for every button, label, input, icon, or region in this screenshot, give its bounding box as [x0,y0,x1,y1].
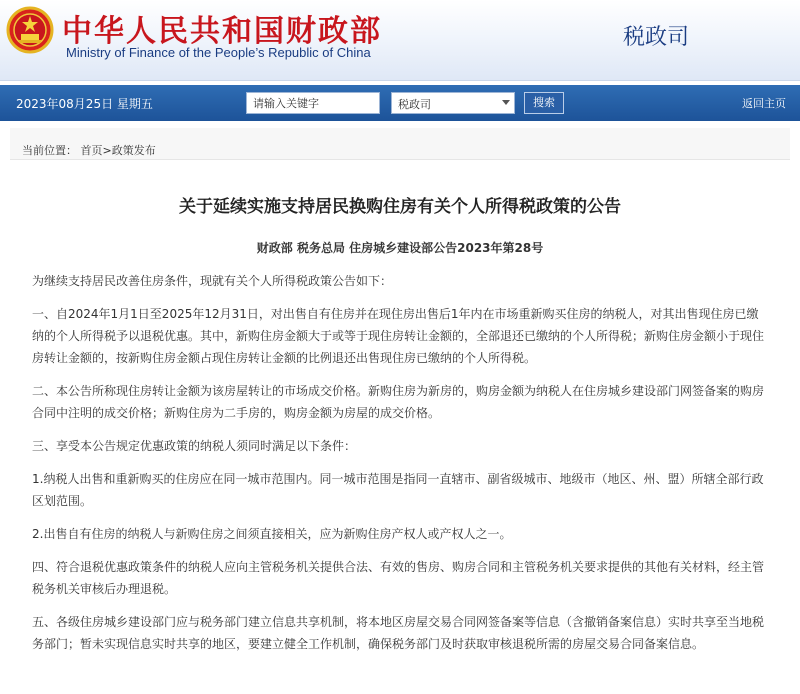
paragraph: 三、享受本公告规定优惠政策的纳税人须同时满足以下条件： [32,439,357,453]
department-name: 税政司 [623,25,690,50]
date-label: 2023年08月25日 星期五 [16,97,153,111]
paragraph: 2.出售自有住房的纳税人与新购住房之间须直接相关，应为新购住房产权人或产权人之一。 [32,527,512,541]
paragraph: 为继续支持居民改善住房条件，现就有关个人所得税政策公告如下： [32,274,393,288]
paragraph: 1.纳税人出售和重新购买的住房应在同一城市范围内。同一城市范围是指同一直辖市、副省级城市、地级市（地区、州、盟）所辖全部行政区划范围。 [32,472,764,508]
home-link[interactable]: 返回主页 [742,97,786,110]
breadcrumb[interactable]: 当前位置： 首页>政策发布 [10,128,790,160]
page-title: 关于延续实施支持居民换购住房有关个人所得税政策的公告 [179,197,621,217]
department-select-value: 税政司 [398,98,431,111]
article-body [10,270,790,655]
site-header [0,0,800,81]
department-select[interactable] [391,92,515,114]
chevron-down-icon [502,100,510,105]
org-name-en: Ministry of Finance of the People’s Republic of China [66,45,371,60]
paragraph: 一、自2024年1月1日至2025年12月31日，对出售自有住房并在现住房出售后1年内在市场重新购买住房的纳税人，对其出售现住房已缴纳的个人所得税予以退税优惠。其中，新购住房金额大于或等于现住房转让金额的，全部退还已缴纳的个人所得税；新购住房金额小于现住房转让金额的，按新购住房金额占现住房转让金额的比例退还出售现住房已缴纳的个人所得税。 [32,307,765,365]
main-content [10,128,790,694]
paragraph: 四、符合退税优惠政策条件的纳税人应向主管税务机关提供合法、有效的售房、购房合同和主管税务机关要求提供的其他有关材料，经主管税务机关审核后办理退税。 [32,560,765,596]
search-button[interactable]: 搜索 [524,92,564,114]
org-name-cn: 中华人民共和国财政部 [62,14,382,49]
paragraph: 二、本公告所称现住房转让金额为该房屋转让的市场成交价格。新购住房为新房的，购房金额为纳税人在住房城乡建设部门网签备案的购房合同中注明的成交价格；新购住房为二手房的，购房金额为房屋的成交价格。 [32,384,765,420]
nav-bar [0,85,800,121]
paragraph: 五、各级住房城乡建设部门应与税务部门建立信息共享机制，将本地区房屋交易合同网签备案等信息（含撤销备案信息）实时共享至当地税务部门；暂未实现信息实时共享的地区，要建立健全工作机制，确保税务部门及时获取审核退税所需的房屋交易合同备案信息。 [32,615,765,651]
document-number: 财政部 税务总局 住房城乡建设部公告2023年第28号 [256,241,544,255]
search-input[interactable] [246,92,380,114]
national-emblem-icon [6,6,54,54]
